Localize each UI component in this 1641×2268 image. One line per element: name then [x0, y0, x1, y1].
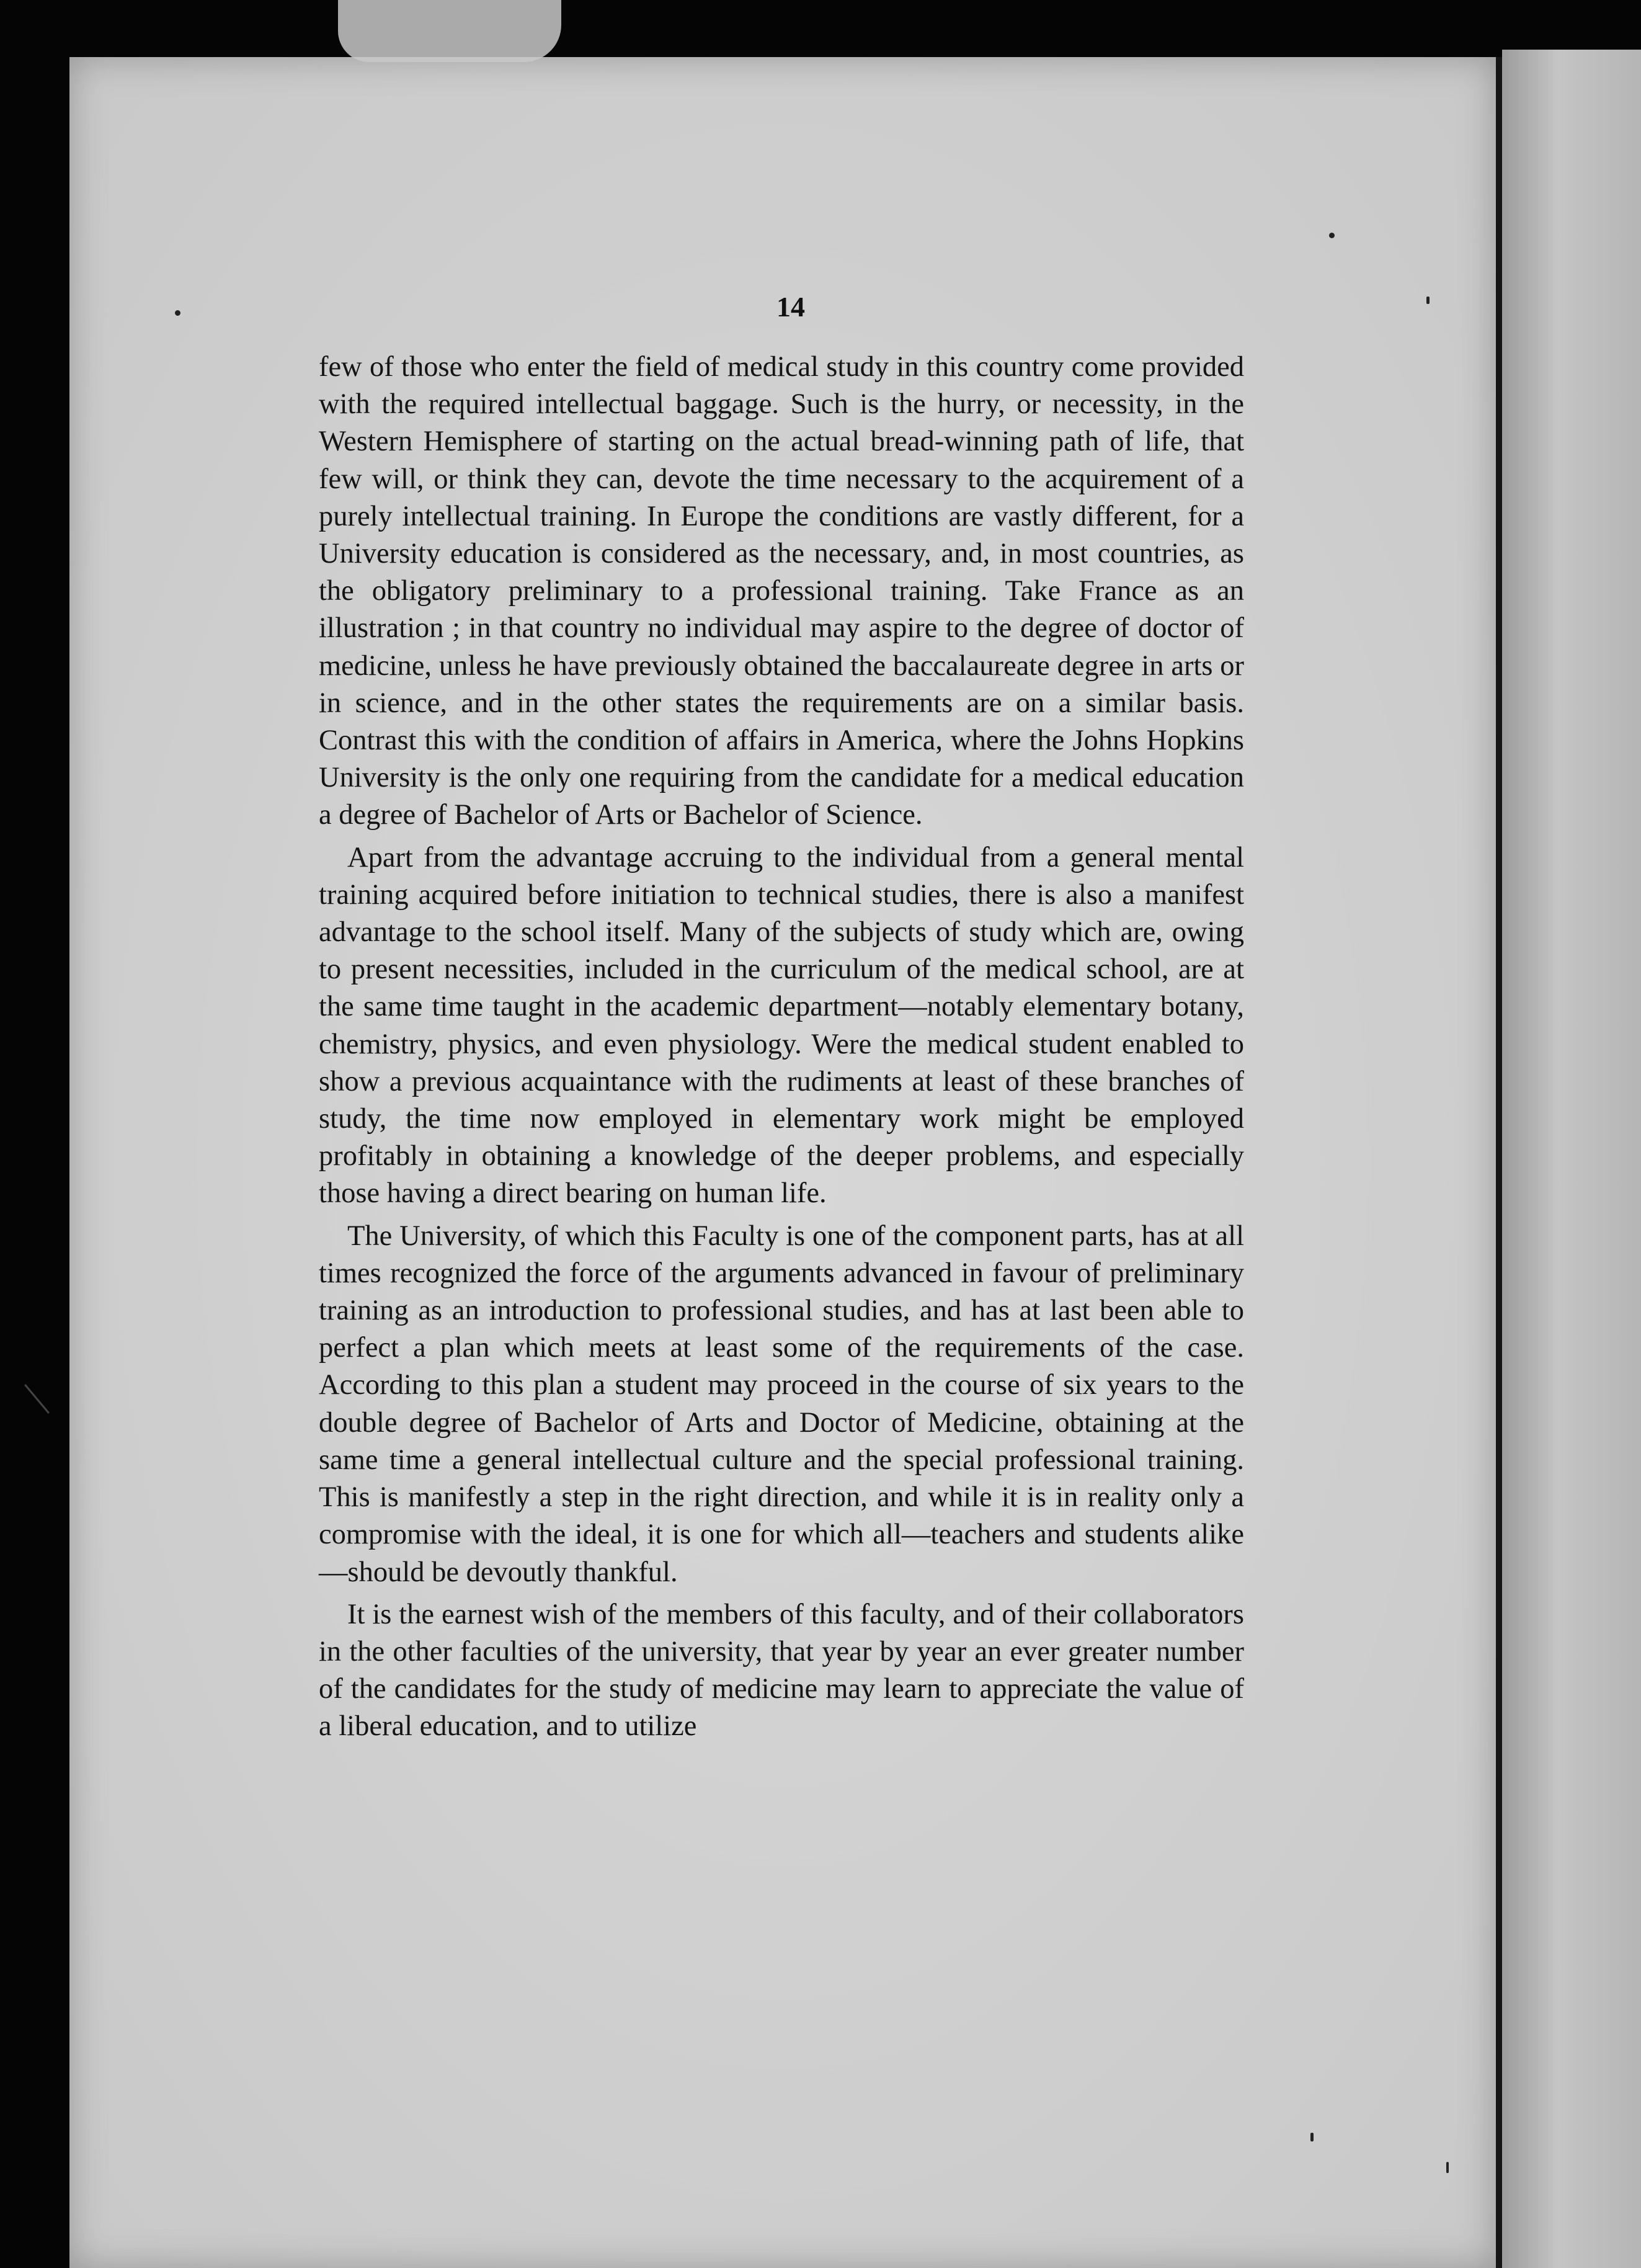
page-edge-shadow: [1496, 57, 1502, 2268]
scratch-mark: [24, 1384, 50, 1414]
paragraph: The University, of which this Faculty is one of the component parts, has at all times recognized the force of the arguments advanced in favour of preliminary training as an introduction to professional studies, and has at last been able to perfect a plan which meets at least some of the requirements of the case. According to this plan a student may proceed in the course of six years to the double degree of Bachelor of Arts and Doctor of Medicine, obtaining at the same time a general intellectual culture and the special professional training. This is manifestly a step in the right direction, and while it is in reality only a compromise with the ideal, it is one for which all—teachers and students alike—should be devoutly thankful.: [319, 1220, 1244, 1588]
speck-mark: [1310, 2133, 1314, 2141]
speck-mark: [1446, 2162, 1449, 2173]
speck-mark: [1329, 233, 1335, 238]
speck-mark: [1426, 297, 1430, 304]
paragraph: Apart from the advantage accruing to the individual from a general mental training acquired before initiation to technical studies, there is also a manifest advantage to the school itself. Many of the subjects of study which are, owing to present necessities, included in the curriculum of the medical school, are at the same time taught in the academic department—notably elementary botany, chemistry, physics, and even physiology. Were the medical student enabled to show a previous acquaintance with the rudiments at least of these branches of study, the time now employed in elementary work might be employed profitably in obtaining a knowledge of the deeper problems, and especially those having a direct bearing on human life.: [319, 841, 1244, 1210]
paragraph: It is the earnest wish of the members of this faculty, and of their collaborators in the other faculties of the university, that year by year an ever greater number of the candidates for the study of medicine may learn to appreciate the value of a liberal education, and to utilize: [319, 1598, 1244, 1743]
body-text: [319, 349, 1244, 1746]
torn-paper-patch: [338, 0, 561, 62]
page-number: 14: [776, 291, 805, 323]
paragraph: few of those who enter the field of medical study in this country come provided with the required intellectual baggage. Such is the hurry, or necessity, in the Western Hemisphere of starting on the actual bread-winning path of life, that few will, or think they can, devote the time necessary to the acquirement of a purely intellectual training. In Europe the conditions are vastly different, for a University education is considered as the necessary, and, in most countries, as the obligatory preliminary to a professional training. Take France as an illustration ; in that country no individual may aspire to the degree of doctor of medicine, unless he have previously obtained the baccalaureate degree in arts or in science, and in the other states the requirements are on a similar basis. Contrast this with the condition of affairs in America, where the Johns Hopkins University is the only one requiring from the candidate for a medical education a degree of Bachelor of Arts or Bachelor of Science.: [319, 351, 1244, 831]
adjacent-page-strip: [1502, 50, 1641, 2268]
speck-mark: [175, 310, 180, 316]
